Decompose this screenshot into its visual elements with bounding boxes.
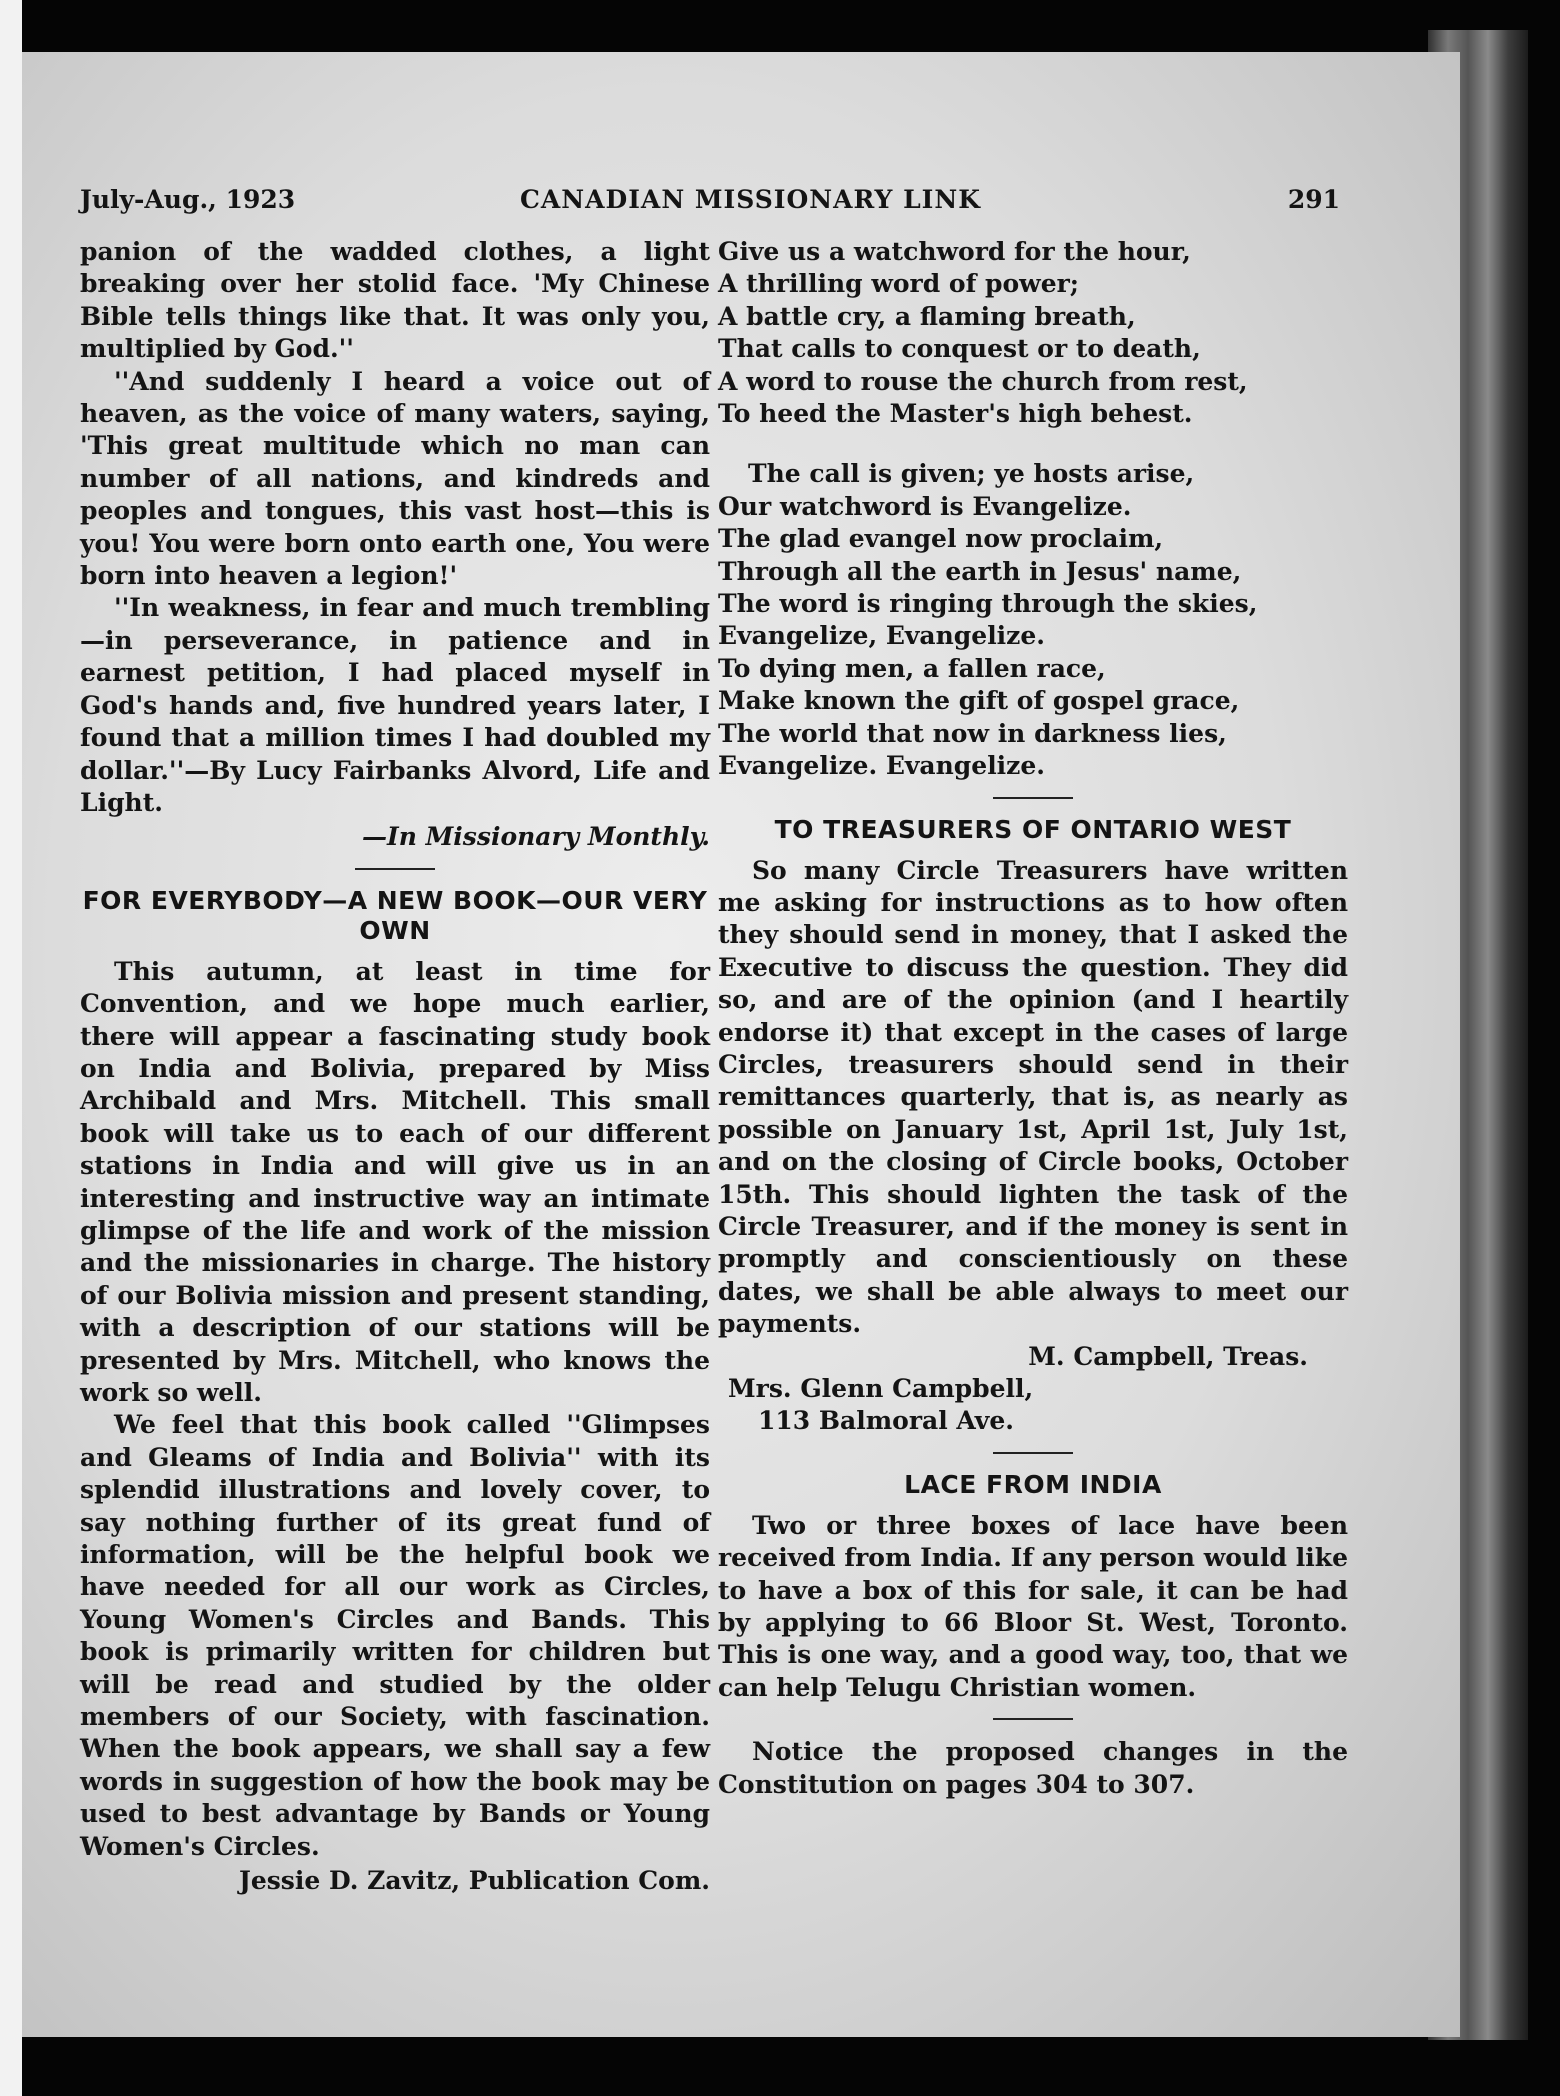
paragraph: ''In weakness, in fear and much trembling—in perseverance, in patience and in earnest petition, I had placed myself in God's hands and, five hundred years later, I found that a million times I had doubled my dollar.''—By Lucy Fairbanks Alvord, Life and Light. [80, 593, 710, 817]
header-date: July-Aug., 1923 [80, 185, 296, 214]
magazine-page [22, 52, 1460, 2037]
address-line: Mrs. Glenn Campbell, [728, 1374, 1034, 1403]
poem-line: Make known the gift of gospel grace, [718, 686, 1240, 716]
section-divider [993, 797, 1073, 799]
poem-line: The world that now in darkness lies, [718, 718, 1227, 748]
header-publication-title: CANADIAN MISSIONARY LINK [520, 185, 981, 214]
source-credit: —In Missionary Monthly. [362, 822, 710, 852]
poem-line: Our watchword is Evangelize. [718, 491, 1132, 521]
poem-line: To heed the Master's high behest. [718, 399, 1193, 429]
paragraph: panion of the wadded clothes, a light breaking over her stolid face. 'My Chinese Bible tells things like that. It was only you, multiplied by God.'' [80, 237, 710, 364]
signature: Jessie D. Zavitz, Publication Com. [238, 1866, 710, 1896]
section-heading: TO TREASURERS OF ONTARIO WEST [774, 814, 1292, 844]
paragraph: ''And suddenly I heard a voice out of heaven, as the voice of many waters, saying, 'This great multitude which no man can number of all nations, and kindreds and peoples and tongues, this vast host—this is you! You were born onto earth one, You were born into heaven a legion!' [80, 366, 710, 591]
poem-line: The glad evangel now proclaim, [718, 524, 1164, 554]
poem-line: Through all the earth in Jesus' name, [718, 556, 1242, 586]
left-column [80, 236, 710, 1898]
left-margin-strip [0, 0, 22, 2096]
poem-line: A thrilling word of power; [718, 269, 1080, 299]
address-block [718, 1373, 1348, 1438]
section-heading: LACE FROM INDIA [904, 1469, 1162, 1499]
poem-line: To dying men, a fallen race, [718, 653, 1106, 683]
paragraph: This autumn, at least in time for Convention, and we hope much earlier, there will appear a fascinating study book on India and Bolivia, prepared by Miss Archibald and Mrs. Mitchell. This small book will take us to each of our different stations in India and will give us in an interesting and instructive way an intimate glimpse of the life and work of the mission and the missionaries in charge. The history of our Bolivia mission and present standing, with a description of our stations will be presented by Mrs. Mitchell, who knows the work so well. [80, 956, 710, 1407]
paragraph: Two or three boxes of lace have been received from India. If any person would like to have a box of this for sale, it can be had by applying to 66 Bloor St. West, Toronto. This is one way, and a good way, too, that we can help Telugu Christian women. [718, 1510, 1348, 1702]
section-heading: FOR EVERYBODY—A NEW BOOK—OUR VERY OWN [82, 885, 708, 945]
poem-line: A word to rouse the church from rest, [718, 366, 1248, 396]
paragraph: We feel that this book called ''Glimpses and Gleams of India and Bolivia'' with its splendid illustrations and lovely cover, to say nothing further of its great fund of information, will be the helpful book we have needed for all our work as Circles, Young Women's Circles and Bands. This book is primarily written for children but will be read and studied by the older members of our Society, with fascination. When the book appears, we shall say a few words in suggestion of how the book may be used to best advantage by Bands or Young Women's Circles. [80, 1410, 710, 1861]
section-divider [993, 1718, 1073, 1720]
poem-line: The call is given; ye hosts arise, [748, 459, 1195, 489]
poem-line: Evangelize. Evangelize. [718, 751, 1045, 781]
poem-line: The word is ringing through the skies, [718, 589, 1258, 619]
header-page-number: 291 [1287, 185, 1340, 214]
paragraph: So many Circle Treasurers have written me asking for instructions as to how often they should send in money, that I asked the Executive to discuss the question. They did so, and are of the opinion (and I heartily endorse it) that except in the cases of large Circles, treasurers should send in their remittances quarterly, that is, as nearly as possible on January 1st, April 1st, July 1st, and on the closing of Circle books, October 15th. This should lighten the task of the Circle Treasurer, and if the money is sent in promptly and conscientiously on these dates, we shall be able always to meet our payments. [718, 855, 1348, 1339]
signature: M. Campbell, Treas. [1028, 1341, 1308, 1371]
poem-line: A battle cry, a flaming breath, [718, 301, 1136, 331]
poem-stanza [718, 458, 1348, 782]
page-header [80, 185, 1340, 225]
poem-stanza [718, 236, 1348, 430]
address-line: 113 Balmoral Ave. [758, 1406, 1014, 1436]
section-divider [993, 1452, 1073, 1454]
paragraph: Notice the proposed changes in the Constitution on pages 304 to 307. [718, 1737, 1348, 1799]
poem-line: Evangelize, Evangelize. [718, 621, 1045, 651]
section-divider [355, 868, 435, 870]
poem-line: That calls to conquest or to death, [718, 334, 1201, 364]
poem-line: Give us a watchword for the hour, [718, 237, 1191, 266]
right-column [718, 236, 1348, 1801]
